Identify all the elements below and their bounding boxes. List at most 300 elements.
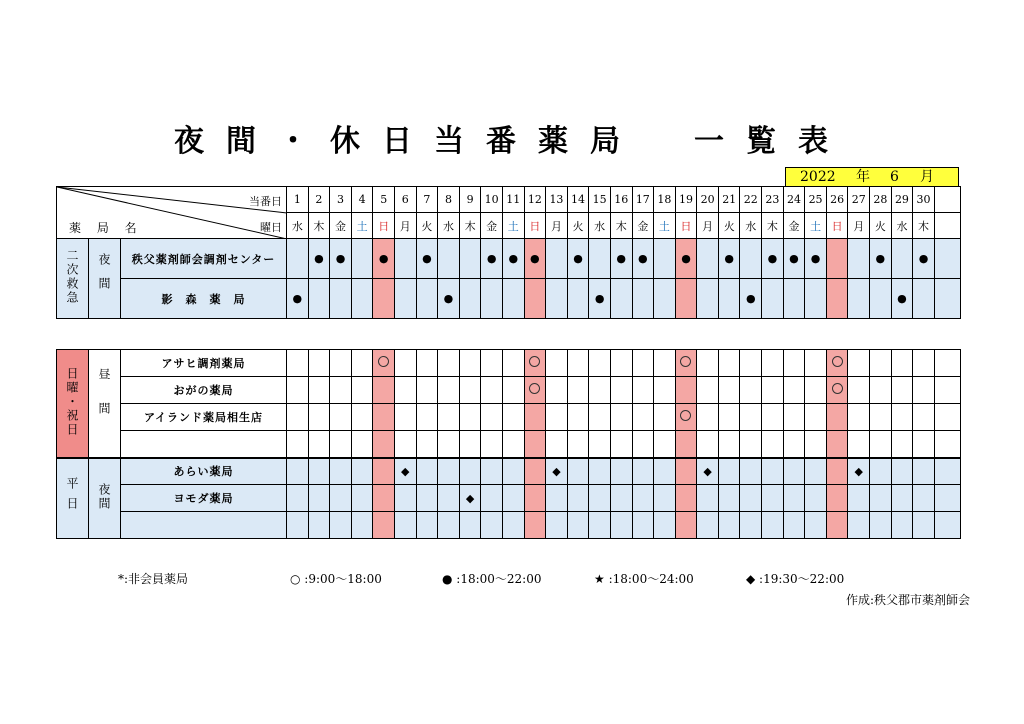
weekday-cell: 月	[848, 213, 870, 239]
duty-mark-cell	[416, 485, 438, 512]
holiday-label	[57, 350, 89, 458]
duty-mark-cell	[502, 512, 524, 539]
weekday-cell: 火	[416, 213, 438, 239]
duty-mark-cell	[870, 239, 892, 279]
weekday-cell: 金	[783, 213, 805, 239]
duty-mark-cell	[459, 485, 481, 512]
duty-mark-cell	[870, 377, 892, 404]
duty-mark-cell	[805, 512, 827, 539]
duty-mark-cell	[718, 458, 740, 485]
weekday-cell: 火	[567, 213, 589, 239]
day-number: 13	[546, 187, 568, 213]
duty-mark-cell	[438, 431, 460, 458]
duty-mark-cell	[589, 431, 611, 458]
weekday-cell: 月	[394, 213, 416, 239]
duty-mark-cell	[287, 239, 309, 279]
pharmacy-name: あらい薬局	[121, 458, 287, 485]
duty-mark-cell	[438, 404, 460, 431]
dot-icon: ●	[875, 252, 886, 265]
dot-icon: ●	[918, 252, 929, 265]
weekday-cell: 土	[654, 213, 676, 239]
day-number: 5	[373, 187, 395, 213]
duty-mark-cell	[740, 404, 762, 431]
duty-mark-cell	[287, 431, 309, 458]
duty-mark-cell	[654, 350, 676, 377]
pharmacy-name	[121, 512, 287, 539]
dot-icon: ●	[443, 292, 454, 305]
day-number: 21	[718, 187, 740, 213]
duty-mark-cell	[632, 279, 654, 319]
duty-mark-cell	[697, 279, 719, 319]
circle-icon	[529, 383, 540, 394]
duty-mark-cell	[891, 279, 913, 319]
day-number: 27	[848, 187, 870, 213]
duty-mark-cell	[308, 404, 330, 431]
duty-mark-cell	[567, 404, 589, 431]
weekday-cell: 木	[762, 213, 784, 239]
weekday-cell: 水	[589, 213, 611, 239]
dot-icon: ●	[292, 292, 303, 305]
duty-mark-cell	[675, 485, 697, 512]
duty-mark-cell	[913, 350, 935, 377]
pharmacy-row	[57, 279, 961, 319]
duty-mark-cell	[697, 485, 719, 512]
duty-mark-cell	[697, 377, 719, 404]
weekday-group-label	[57, 458, 89, 539]
duty-mark-cell	[351, 350, 373, 377]
duty-mark-cell	[373, 485, 395, 512]
night-label-text: 夜間	[97, 482, 111, 511]
duty-mark-cell	[718, 239, 740, 279]
duty-mark-cell	[308, 431, 330, 458]
duty-mark-cell	[891, 512, 913, 539]
pharmacy-row	[57, 350, 961, 377]
duty-mark-cell	[654, 512, 676, 539]
blank-cell	[934, 431, 960, 458]
day-number: 18	[654, 187, 676, 213]
duty-mark-cell	[330, 239, 352, 279]
duty-mark-cell	[718, 279, 740, 319]
duty-mark-cell	[697, 239, 719, 279]
duty-mark-cell	[870, 458, 892, 485]
duty-mark-cell	[913, 431, 935, 458]
header-diagonal-cell	[57, 187, 287, 239]
legend-star: ★ :18:00～24:00	[594, 572, 694, 586]
duty-mark-cell	[524, 512, 546, 539]
duty-mark-cell	[459, 350, 481, 377]
duty-mark-cell	[632, 485, 654, 512]
duty-mark-cell	[502, 279, 524, 319]
duty-mark-cell	[416, 458, 438, 485]
duty-mark-cell	[697, 458, 719, 485]
duty-mark-cell	[546, 279, 568, 319]
duty-mark-cell	[330, 279, 352, 319]
pharmacy-name: アイランド薬局相生店	[121, 404, 287, 431]
duty-mark-cell	[783, 485, 805, 512]
duty-mark-cell	[675, 431, 697, 458]
duty-mark-cell	[891, 485, 913, 512]
blank-cell	[934, 279, 960, 319]
legend-note: *:非会員薬局	[118, 572, 189, 586]
weekday-cell: 水	[891, 213, 913, 239]
duty-mark-cell	[546, 239, 568, 279]
duty-mark-cell	[567, 458, 589, 485]
duty-mark-cell	[351, 485, 373, 512]
duty-mark-cell	[783, 404, 805, 431]
duty-mark-cell	[783, 239, 805, 279]
year-unit: 年	[856, 169, 870, 185]
duty-mark-cell	[481, 377, 503, 404]
duty-mark-cell	[287, 350, 309, 377]
day-number: 29	[891, 187, 913, 213]
duty-mark-cell	[394, 377, 416, 404]
duty-mark-cell	[654, 404, 676, 431]
pharmacy-name: ヨモダ薬局	[121, 485, 287, 512]
dot-icon: ●	[486, 252, 497, 265]
duty-mark-cell	[546, 377, 568, 404]
duty-mark-cell	[524, 404, 546, 431]
duty-mark-cell	[546, 485, 568, 512]
duty-mark-cell	[524, 458, 546, 485]
duty-mark-cell	[287, 512, 309, 539]
duty-mark-cell	[891, 431, 913, 458]
duty-mark-cell	[502, 431, 524, 458]
day-number: 22	[740, 187, 762, 213]
day-number: 19	[675, 187, 697, 213]
duty-mark-cell	[351, 279, 373, 319]
duty-mark-cell	[848, 431, 870, 458]
duty-mark-cell	[632, 512, 654, 539]
duty-mark-cell	[610, 458, 632, 485]
duty-mark-cell	[783, 458, 805, 485]
duty-mark-cell	[373, 279, 395, 319]
duty-mark-cell	[438, 239, 460, 279]
duty-mark-cell	[891, 350, 913, 377]
duty-mark-cell	[718, 512, 740, 539]
header-day-row	[57, 187, 961, 213]
day-number: 24	[783, 187, 805, 213]
duty-mark-cell	[351, 431, 373, 458]
duty-mark-cell	[826, 485, 848, 512]
duty-mark-cell	[891, 404, 913, 431]
duty-mark-cell	[567, 350, 589, 377]
dot-icon: ●	[378, 252, 389, 265]
day-number: 7	[416, 187, 438, 213]
day-number: 15	[589, 187, 611, 213]
duty-mark-cell	[913, 239, 935, 279]
duty-mark-cell	[308, 279, 330, 319]
duty-mark-cell	[610, 239, 632, 279]
night-label	[89, 458, 121, 539]
duty-mark-cell	[783, 279, 805, 319]
duty-mark-cell	[546, 458, 568, 485]
duty-mark-cell	[524, 279, 546, 319]
duty-mark-cell	[848, 404, 870, 431]
day-number: 23	[762, 187, 784, 213]
duty-mark-cell	[913, 404, 935, 431]
duty-mark-cell	[718, 485, 740, 512]
duty-mark-cell	[394, 431, 416, 458]
day-number: 6	[394, 187, 416, 213]
duty-mark-cell	[524, 431, 546, 458]
dot-icon: ●	[810, 252, 821, 265]
duty-mark-cell	[373, 431, 395, 458]
dot-icon: ●	[508, 252, 519, 265]
duty-mark-cell	[826, 350, 848, 377]
pharmacy-row	[57, 239, 961, 279]
duty-mark-cell	[870, 350, 892, 377]
duty-mark-cell	[762, 431, 784, 458]
duty-mark-cell	[567, 239, 589, 279]
weekday-group-text: 平日	[65, 476, 79, 517]
duty-mark-cell	[762, 239, 784, 279]
duty-mark-cell	[416, 279, 438, 319]
weekday-cell: 金	[330, 213, 352, 239]
dot-icon: ●	[616, 252, 627, 265]
circle-icon	[680, 410, 691, 421]
year-month-box	[785, 167, 959, 187]
duty-mark-cell	[718, 431, 740, 458]
duty-mark-cell	[848, 512, 870, 539]
duty-mark-cell	[675, 404, 697, 431]
duty-mark-cell	[481, 485, 503, 512]
duty-mark-cell	[740, 377, 762, 404]
duty-mark-cell	[351, 377, 373, 404]
duty-mark-cell	[805, 377, 827, 404]
duty-mark-cell	[610, 404, 632, 431]
day-number: 8	[438, 187, 460, 213]
duty-mark-cell	[697, 512, 719, 539]
duty-mark-cell	[610, 377, 632, 404]
duty-mark-cell	[351, 512, 373, 539]
duty-mark-cell	[589, 279, 611, 319]
weekday-cell: 土	[805, 213, 827, 239]
duty-mark-cell	[330, 431, 352, 458]
dot-icon: ●	[638, 252, 648, 265]
duty-mark-cell	[481, 239, 503, 279]
day-number: 28	[870, 187, 892, 213]
duty-mark-cell	[373, 404, 395, 431]
legend-diamond: ◆ :19:30～22:00	[746, 572, 845, 586]
duty-mark-cell	[589, 512, 611, 539]
duty-mark-cell	[826, 279, 848, 319]
circle-icon	[529, 356, 540, 367]
duty-mark-cell	[697, 404, 719, 431]
pharmacy-row	[57, 485, 961, 512]
blank-cell	[934, 485, 960, 512]
duty-mark-cell	[330, 350, 352, 377]
pharmacy-name: 影 森 薬 局	[121, 279, 287, 319]
dot-icon: ●	[530, 252, 540, 265]
holiday-label-text: 日曜・祝日	[65, 366, 79, 437]
duty-mark-cell	[697, 431, 719, 458]
duty-mark-cell	[740, 350, 762, 377]
weekday-cell: 水	[287, 213, 309, 239]
duty-mark-cell	[546, 431, 568, 458]
duty-mark-cell	[848, 458, 870, 485]
dot-icon: ●	[897, 292, 907, 305]
legend-circle: ○ :9:00～18:00	[290, 572, 382, 586]
duty-mark-cell	[438, 512, 460, 539]
duty-mark-cell	[308, 485, 330, 512]
duty-mark-cell	[610, 431, 632, 458]
duty-mark-cell	[308, 350, 330, 377]
duty-mark-cell	[740, 458, 762, 485]
duty-mark-cell	[438, 458, 460, 485]
duty-mark-cell	[826, 239, 848, 279]
blank-cell	[934, 404, 960, 431]
duty-mark-cell	[762, 485, 784, 512]
weekday-cell: 土	[351, 213, 373, 239]
duty-day-label: 当番日	[249, 195, 283, 208]
weekday-cell: 日	[826, 213, 848, 239]
duty-mark-cell	[416, 512, 438, 539]
duty-mark-cell	[589, 485, 611, 512]
duty-mark-cell	[805, 239, 827, 279]
duty-mark-cell	[697, 350, 719, 377]
secondary-emergency-label	[57, 239, 89, 319]
duty-mark-cell	[459, 512, 481, 539]
duty-mark-cell	[308, 377, 330, 404]
dot-icon: ●	[767, 252, 778, 265]
duty-mark-cell	[416, 404, 438, 431]
duty-mark-cell	[287, 458, 309, 485]
duty-mark-cell	[394, 350, 416, 377]
duty-mark-cell	[783, 350, 805, 377]
weekday-cell: 月	[546, 213, 568, 239]
duty-mark-cell	[826, 404, 848, 431]
duty-mark-cell	[675, 279, 697, 319]
duty-mark-cell	[848, 279, 870, 319]
duty-mark-cell	[632, 377, 654, 404]
duty-mark-cell	[416, 350, 438, 377]
duty-mark-cell	[330, 377, 352, 404]
diamond-icon: ◆	[401, 464, 410, 478]
duty-mark-cell	[654, 458, 676, 485]
duty-mark-cell	[351, 239, 373, 279]
duty-mark-cell	[394, 512, 416, 539]
diamond-icon: ◆	[854, 464, 863, 478]
duty-mark-cell	[740, 512, 762, 539]
duty-mark-cell	[848, 350, 870, 377]
pharmacy-name-label: 薬 局 名	[69, 221, 143, 235]
dot-icon: ●	[724, 252, 734, 265]
duty-mark-cell	[287, 279, 309, 319]
pharmacy-row	[57, 431, 961, 458]
duty-mark-cell	[524, 350, 546, 377]
blank-cell	[934, 458, 960, 485]
duty-mark-cell	[870, 512, 892, 539]
duty-mark-cell	[805, 458, 827, 485]
day-number: 14	[567, 187, 589, 213]
duty-mark-cell	[826, 458, 848, 485]
duty-mark-cell	[718, 350, 740, 377]
weekday-cell: 金	[481, 213, 503, 239]
duty-mark-cell	[805, 404, 827, 431]
pharmacy-name: アサヒ調剤薬局	[121, 350, 287, 377]
duty-mark-cell	[589, 350, 611, 377]
dot-icon: ●	[681, 252, 691, 265]
duty-mark-cell	[589, 377, 611, 404]
duty-mark-cell	[675, 239, 697, 279]
diamond-icon: ◆	[552, 464, 561, 478]
duty-mark-cell	[589, 404, 611, 431]
duty-mark-cell	[481, 431, 503, 458]
credit: 作成:秩父郡市薬剤師会	[845, 593, 970, 607]
duty-mark-cell	[373, 377, 395, 404]
duty-mark-cell	[632, 350, 654, 377]
duty-mark-cell	[351, 458, 373, 485]
duty-mark-cell	[913, 458, 935, 485]
duty-mark-cell	[330, 404, 352, 431]
duty-mark-cell	[438, 377, 460, 404]
duty-mark-cell	[718, 377, 740, 404]
weekday-cell: 土	[502, 213, 524, 239]
weekday-label: 曜日	[260, 221, 283, 234]
day-number: 16	[610, 187, 632, 213]
duty-mark-cell	[870, 431, 892, 458]
duty-mark-cell	[330, 512, 352, 539]
duty-mark-cell	[675, 512, 697, 539]
duty-mark-cell	[740, 485, 762, 512]
duty-mark-cell	[330, 485, 352, 512]
duty-mark-cell	[394, 279, 416, 319]
year: 2022	[800, 169, 836, 185]
duty-mark-cell	[416, 239, 438, 279]
duty-mark-cell	[416, 431, 438, 458]
duty-mark-cell	[567, 485, 589, 512]
circle-icon	[832, 356, 843, 367]
duty-mark-cell	[913, 377, 935, 404]
circle-icon	[680, 356, 691, 367]
duty-mark-cell	[287, 377, 309, 404]
blank-cell	[934, 350, 960, 377]
weekday-cell: 火	[718, 213, 740, 239]
holiday-weekday-table	[56, 349, 961, 539]
duty-mark-cell	[826, 431, 848, 458]
duty-mark-cell	[805, 431, 827, 458]
pharmacy-name: おがの薬局	[121, 377, 287, 404]
month-unit: 月	[920, 169, 934, 185]
weekday-cell: 日	[524, 213, 546, 239]
duty-mark-cell	[567, 431, 589, 458]
pharmacy-name	[121, 431, 287, 458]
duty-mark-cell	[740, 239, 762, 279]
duty-mark-cell	[762, 512, 784, 539]
month: 6	[890, 169, 899, 185]
duty-mark-cell	[762, 279, 784, 319]
circle-icon	[832, 383, 843, 394]
duty-mark-cell	[330, 458, 352, 485]
duty-mark-cell	[546, 512, 568, 539]
day-number: 25	[805, 187, 827, 213]
duty-mark-cell	[762, 377, 784, 404]
duty-mark-cell	[502, 350, 524, 377]
blank-cell	[934, 377, 960, 404]
duty-mark-cell	[589, 239, 611, 279]
day-number: 1	[287, 187, 309, 213]
duty-mark-cell	[891, 239, 913, 279]
duty-mark-cell	[459, 279, 481, 319]
duty-mark-cell	[762, 350, 784, 377]
duty-mark-cell	[502, 404, 524, 431]
duty-mark-cell	[459, 239, 481, 279]
duty-mark-cell	[805, 485, 827, 512]
duty-mark-cell	[610, 350, 632, 377]
pharmacy-row	[57, 377, 961, 404]
duty-mark-cell	[567, 512, 589, 539]
duty-mark-cell	[546, 350, 568, 377]
